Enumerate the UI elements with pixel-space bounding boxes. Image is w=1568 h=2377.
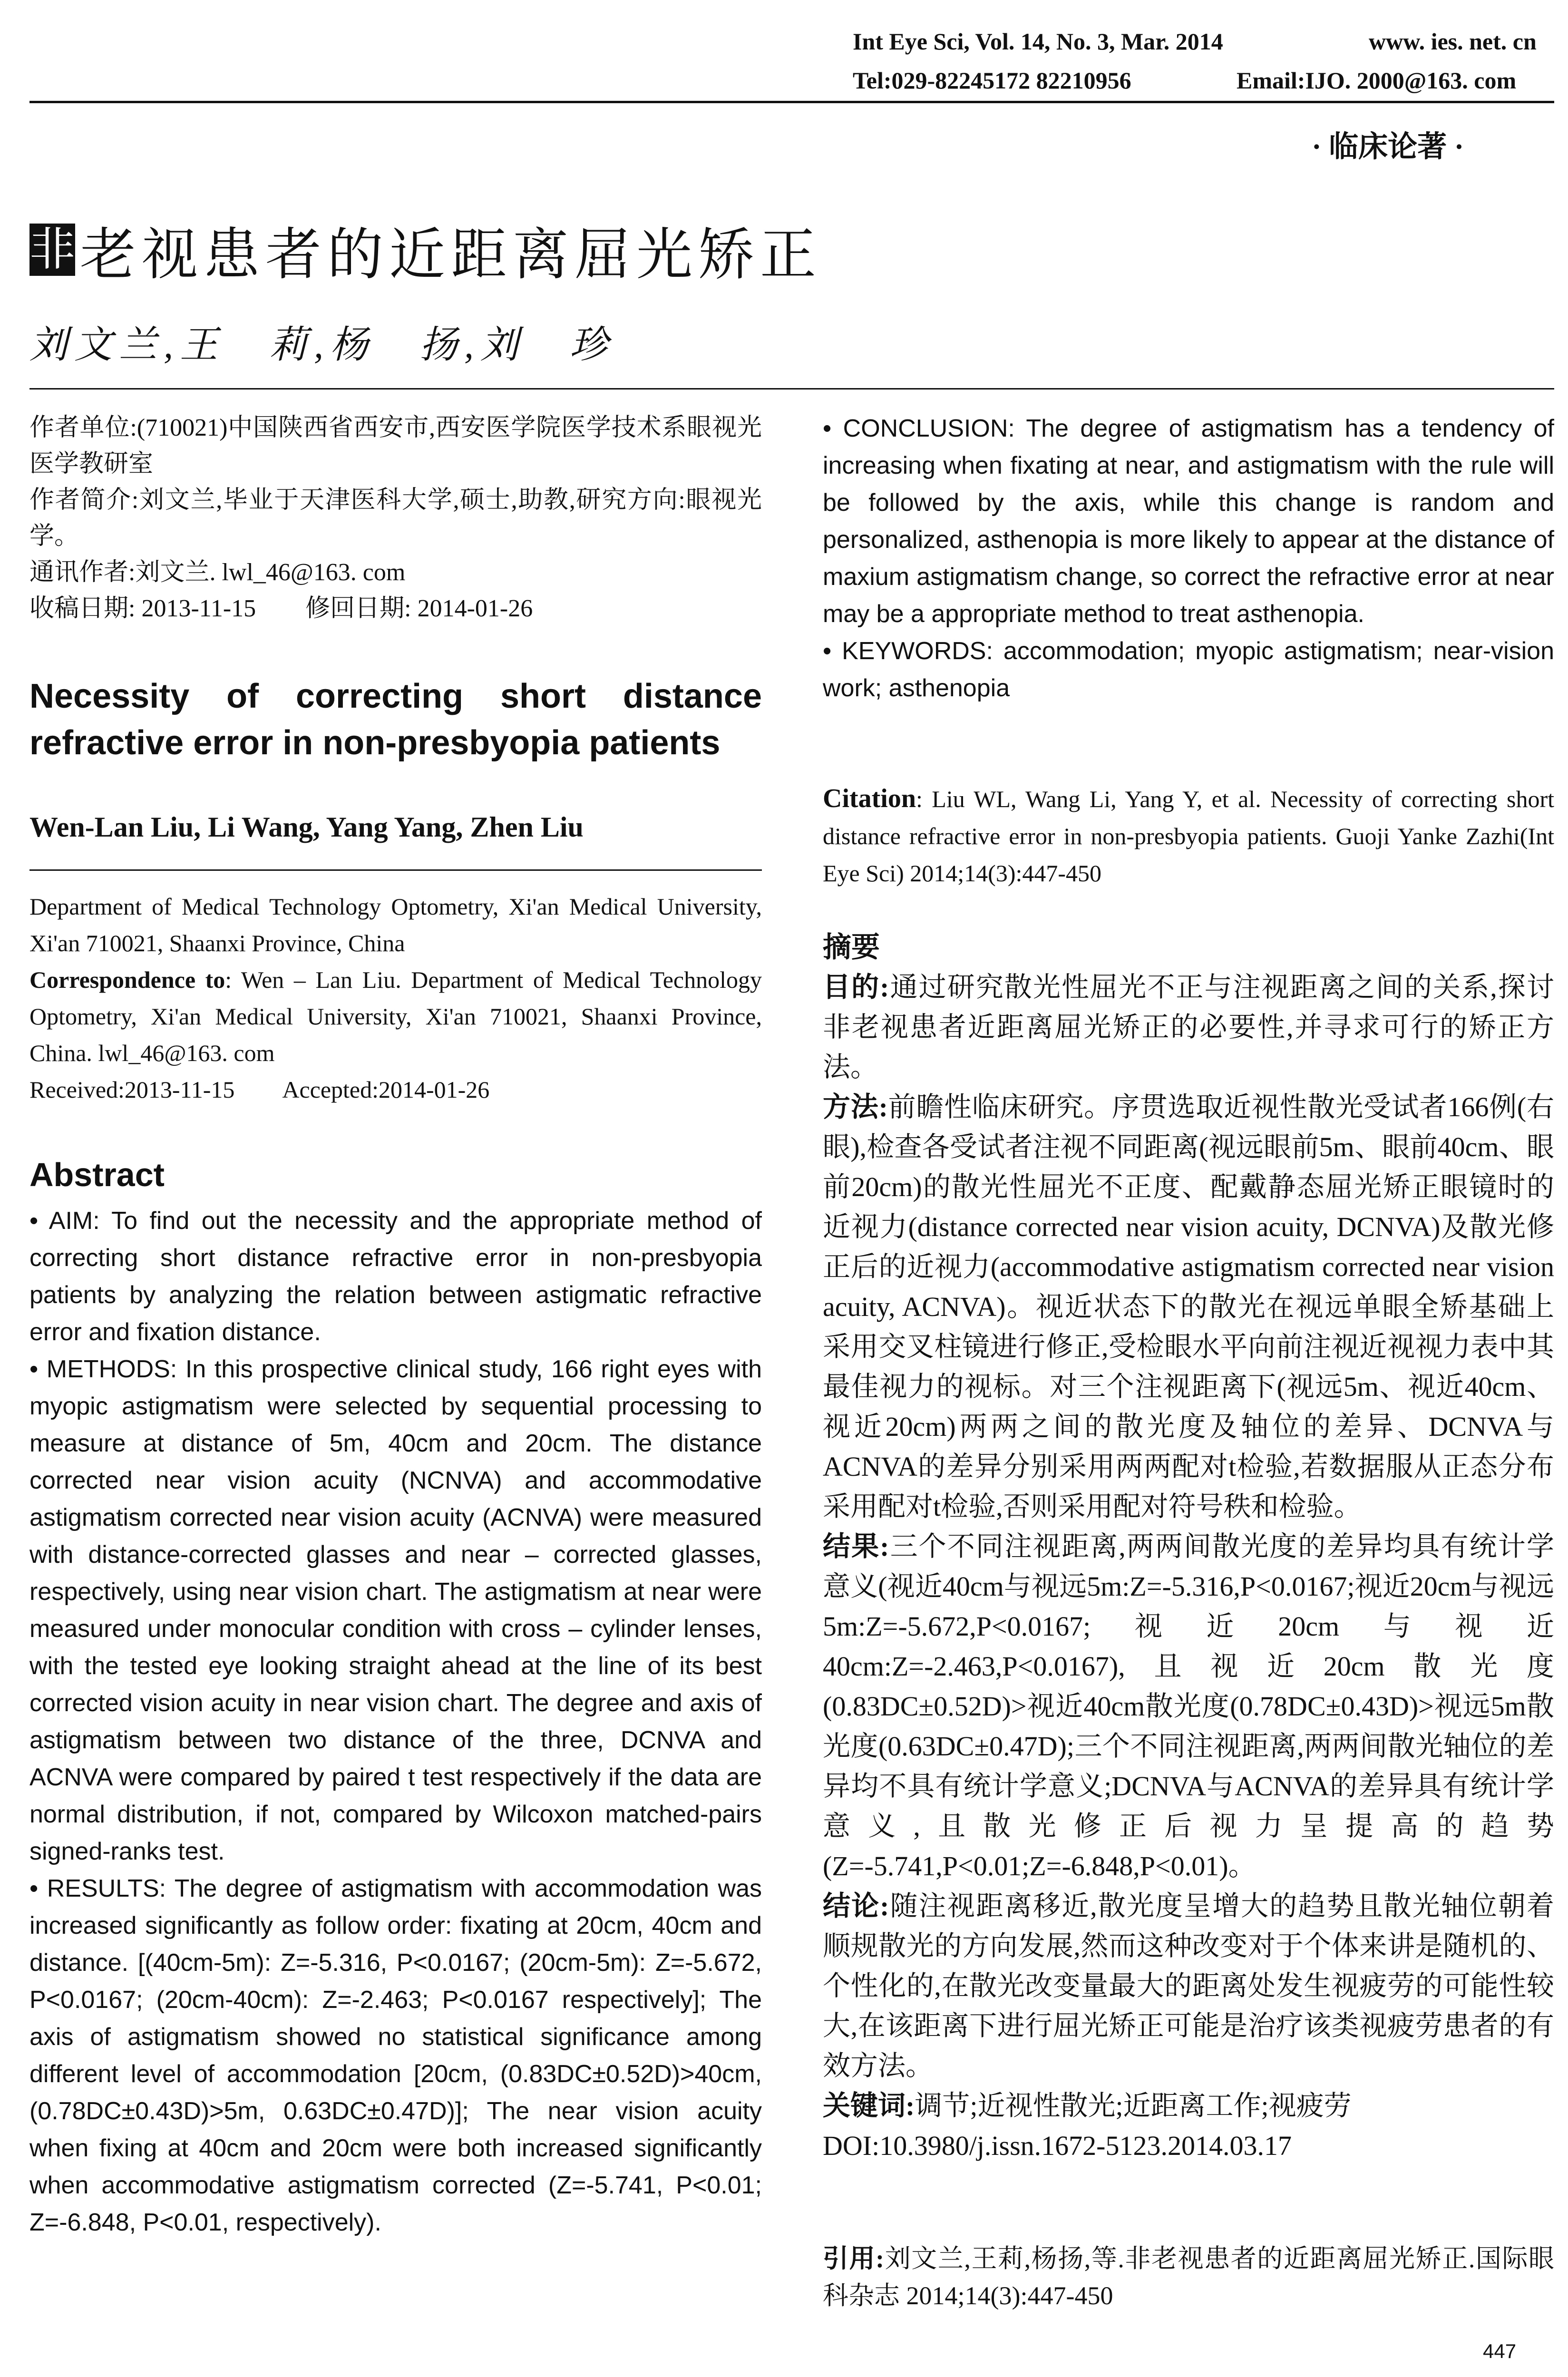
- english-abstract-right: [823, 410, 1554, 707]
- cn-aim: [823, 967, 1554, 1087]
- abstract-keywords: • KEYWORDS: accommodation; myopic astigmatism; near-vision work; asthenopia: [823, 637, 1554, 702]
- abstract-methods: • METHODS: In this prospective clinical study, 166 right eyes with myopic astigmatism were selected by sequential processing to measure at distance of 5m, 40cm and 20cm. The distance corrected near vision acuity (NCNVA) and accommodative astigmatism corrected near vision acuity (ACNVA) were measured with distance-corrected glasses and near – corrected glasses, respectively, using near vision chart. The astigmatism at near were measured under monocular condition with cross – cylinder lenses, with the tested eye looking straight ahead at the line of its best corrected vision acuity in near vision chart. The degree and axis of astigmatism between two distance of the three, DCNVA and ACNVA were compared by paired t test respectively if the data are normal distribution, if not, compared by Wilcoxon matched-pairs signed-ranks test.: [29, 1355, 762, 1865]
- cn-cite-text: 刘文兰,王莉,杨扬,等.非老视患者的近距离屈光矫正.国际眼科杂志 2014;14(3):447-450: [823, 2244, 1555, 2310]
- title-rule: [29, 388, 1554, 390]
- abstract-results: • RESULTS: The degree of astigmatism with accommodation was increased significantly as follow order: fixating at 20cm, 40cm and distance. [(40cm-5m): Z=-5.316, P<0.0167; (20cm-5m): Z=-5.672, P<0.0167; (20cm-40cm): Z=-2.463; P<0.0167 respectively]; The axis of astigmatism showed no statistical significance among different level of accommodation [20cm, (0.83DC±0.52D)>40cm, (0.78DC±0.43D)>5m, 0.63DC±0.47D)]; The near vision acuity when fixing at 40cm and 20cm were both increased significantly when accommodative astigmatism corrected (Z=-5.741, P<0.01; Z=-6.848, P<0.01, respectively).: [29, 1875, 762, 2236]
- english-meta: [29, 888, 762, 1108]
- cn-conclusion-text: 随注视距离移近,散光度呈增大的趋势且散光轴位朝着顺规散光的方向发展,然而这种改变对于个体来讲是随机的、个性化的,在散光改变量最大的距离处发生视疲劳的可能性较大,在该距离下进行屈光矫正可能是治疗该类视疲劳患者的有效方法。: [823, 1890, 1554, 2081]
- cn-conclusion: [823, 1886, 1554, 2086]
- cn-methods: [823, 1087, 1554, 1527]
- title-text: 老视患者的近距离屈光矫正: [80, 224, 822, 286]
- cn-keywords-label: 关键词:: [823, 2090, 915, 2121]
- cn-affiliation: 作者单位:(710021)中国陕西省西安市,西安医学院医学技术系眼视光医学教研室: [29, 414, 762, 477]
- english-title: Necessity of correcting short distance refractive error in non-presbyopia patients: [29, 677, 762, 762]
- cn-methods-label: 方法:: [823, 1091, 888, 1122]
- journal-info: Int Eye Sci, Vol. 14, No. 3, Mar. 2014: [853, 28, 1223, 55]
- correspondence-text: : Wen – Lan Liu. Department of Medical Technology Optometry, Xi'an Medical University, Xi'an 710021, Shaanxi Province, China. lwl_46@163. com: [29, 966, 762, 1066]
- abstract-conclusion: • CONCLUSION: The degree of astigmatism has a tendency of increasing when fixating at near, and astigmatism with the rule will be followed by the axis, while this change is random and personalized, asthenopia is more likely to appear at the distance of maxium astigmatism change, so correct the refractive error at near may be a appropriate method to treat asthenopia.: [823, 415, 1554, 628]
- abstract-aim: • AIM: To find out the necessity and the appropriate method of correcting short distance refractive error in non-presbyopia patients by analyzing the relation between astigmatic refractive error and fixation distance.: [29, 1207, 762, 1346]
- journal-email: Email:IJO. 2000@163. com: [1237, 67, 1517, 94]
- cn-aim-label: 目的:: [823, 972, 889, 1003]
- abstract-heading: Abstract: [29, 1156, 165, 1193]
- cn-keywords-text: 调节;近视性散光;近距离工作;视疲劳: [915, 2090, 1352, 2121]
- authors-cn: 刘文兰,王 莉,杨 扬,刘 珍: [29, 324, 614, 366]
- cn-info-block: [29, 410, 762, 627]
- header-rule: [29, 101, 1554, 103]
- chinese-abstract: [823, 927, 1554, 2166]
- section-label: · 临床论著 ·: [1312, 131, 1464, 163]
- english-authors: Wen-Lan Liu, Li Wang, Yang Yang, Zhen Liu: [29, 811, 584, 843]
- cn-author-bio: 作者简介:刘文兰,毕业于天津医科大学,硕士,助教,研究方向:眼视光学。: [29, 487, 762, 550]
- citation-label: Citation: [823, 784, 916, 813]
- cn-methods-text: 前瞻性临床研究。序贯选取近视性散光受试者166例(右眼),检查各受试者注视不同距离(视远眼前5m、眼前40cm、眼前20cm)的散光性屈光不正度、配戴静态屈光矫正眼镜时的近视力(distance corrected near vision acuity, DCNVA)及散光修正后的近视力(accommodative astigmatism corrected near vision acuity, ACNVA)。视近状态下的散光在视远单眼全矫基础上采用交叉柱镜进行修正,受检眼水平向前注视近视视力表中其最佳视力的视标。对三个注视距离下(视远5m、视近40cm、视近20cm)两两之间的散光度及轴位的差异、DCNVA与ACNVA的差异分别采用两两配对t检验,若数据服从正态分布采用配对t检验,否则采用配对符号秩和检验。: [823, 1091, 1554, 1522]
- english-affiliation: Department of Medical Technology Optometry, Xi'an Medical University, Xi'an 710021, Shaanxi Province, China: [29, 893, 762, 956]
- cn-results-text: 三个不同注视距离,两两间散光度的差异均具有统计学意义(视近40cm与视远5m:Z=-5.316,P<0.0167;视近20cm与视远5m:Z=-5.672,P<0.0167;视近20cm与视近40cm:Z=-2.463,P<0.0167),且视近20cm散光度(0.83DC±0.52D)>视近40cm散光度(0.78DC±0.43D)>视远5m散光度(0.63DC±0.47D);三个不同注视距离,两两间散光轴位的差异均不具有统计学意义;DCNVA与ACNVA的差异具有统计学意义,且散光修正后视力呈提高的趋势(Z=-5.741,P<0.01;Z=-6.848,P<0.01)。: [823, 1531, 1554, 1881]
- cn-aim-text: 通过研究散光性屈光不正与注视距离之间的关系,探讨非老视患者近距离屈光矫正的必要性,并寻求可行的矫正方法。: [823, 972, 1554, 1082]
- citation-block: [823, 780, 1554, 892]
- cn-doi: DOI:10.3980/j.issn.1672-5123.2014.03.17: [823, 2130, 1292, 2161]
- correspondence-label: Correspondence to: [29, 966, 225, 993]
- page-number: 447: [1483, 2340, 1517, 2362]
- cn-conclusion-label: 结论:: [823, 1890, 889, 1921]
- cn-cite-label: 引用:: [823, 2244, 885, 2273]
- journal-website: www. ies. net. cn: [1369, 28, 1537, 55]
- cn-corresponding: 通讯作者:刘文兰. lwl_46@163. com: [29, 559, 406, 586]
- authors-rule: [29, 869, 762, 871]
- english-received: Received:2013-11-15 Accepted:2014-01-26: [29, 1076, 490, 1103]
- cn-dates: 收稿日期: 2013-11-15 修回日期: 2014-01-26: [29, 595, 533, 622]
- english-abstract-left: [29, 1202, 762, 2241]
- cn-results-label: 结果:: [823, 1531, 889, 1562]
- cn-results: [823, 1527, 1554, 1886]
- cn-cite-block: [823, 2240, 1554, 2314]
- cn-abstract-heading: 摘要: [823, 932, 880, 963]
- page-title: [29, 209, 822, 290]
- journal-tel: Tel:029-82245172 82210956: [853, 67, 1131, 94]
- title-prefix-char: 非: [29, 224, 75, 275]
- citation-text: : Liu WL, Wang Li, Yang Y, et al. Necessity of correcting short distance refractive error in non-presbyopia patients. Guoji Yanke Zazhi(Int Eye Sci) 2014;14(3):447-450: [823, 786, 1554, 887]
- cn-keywords: [823, 2086, 1554, 2126]
- english-correspondence: [29, 962, 762, 1072]
